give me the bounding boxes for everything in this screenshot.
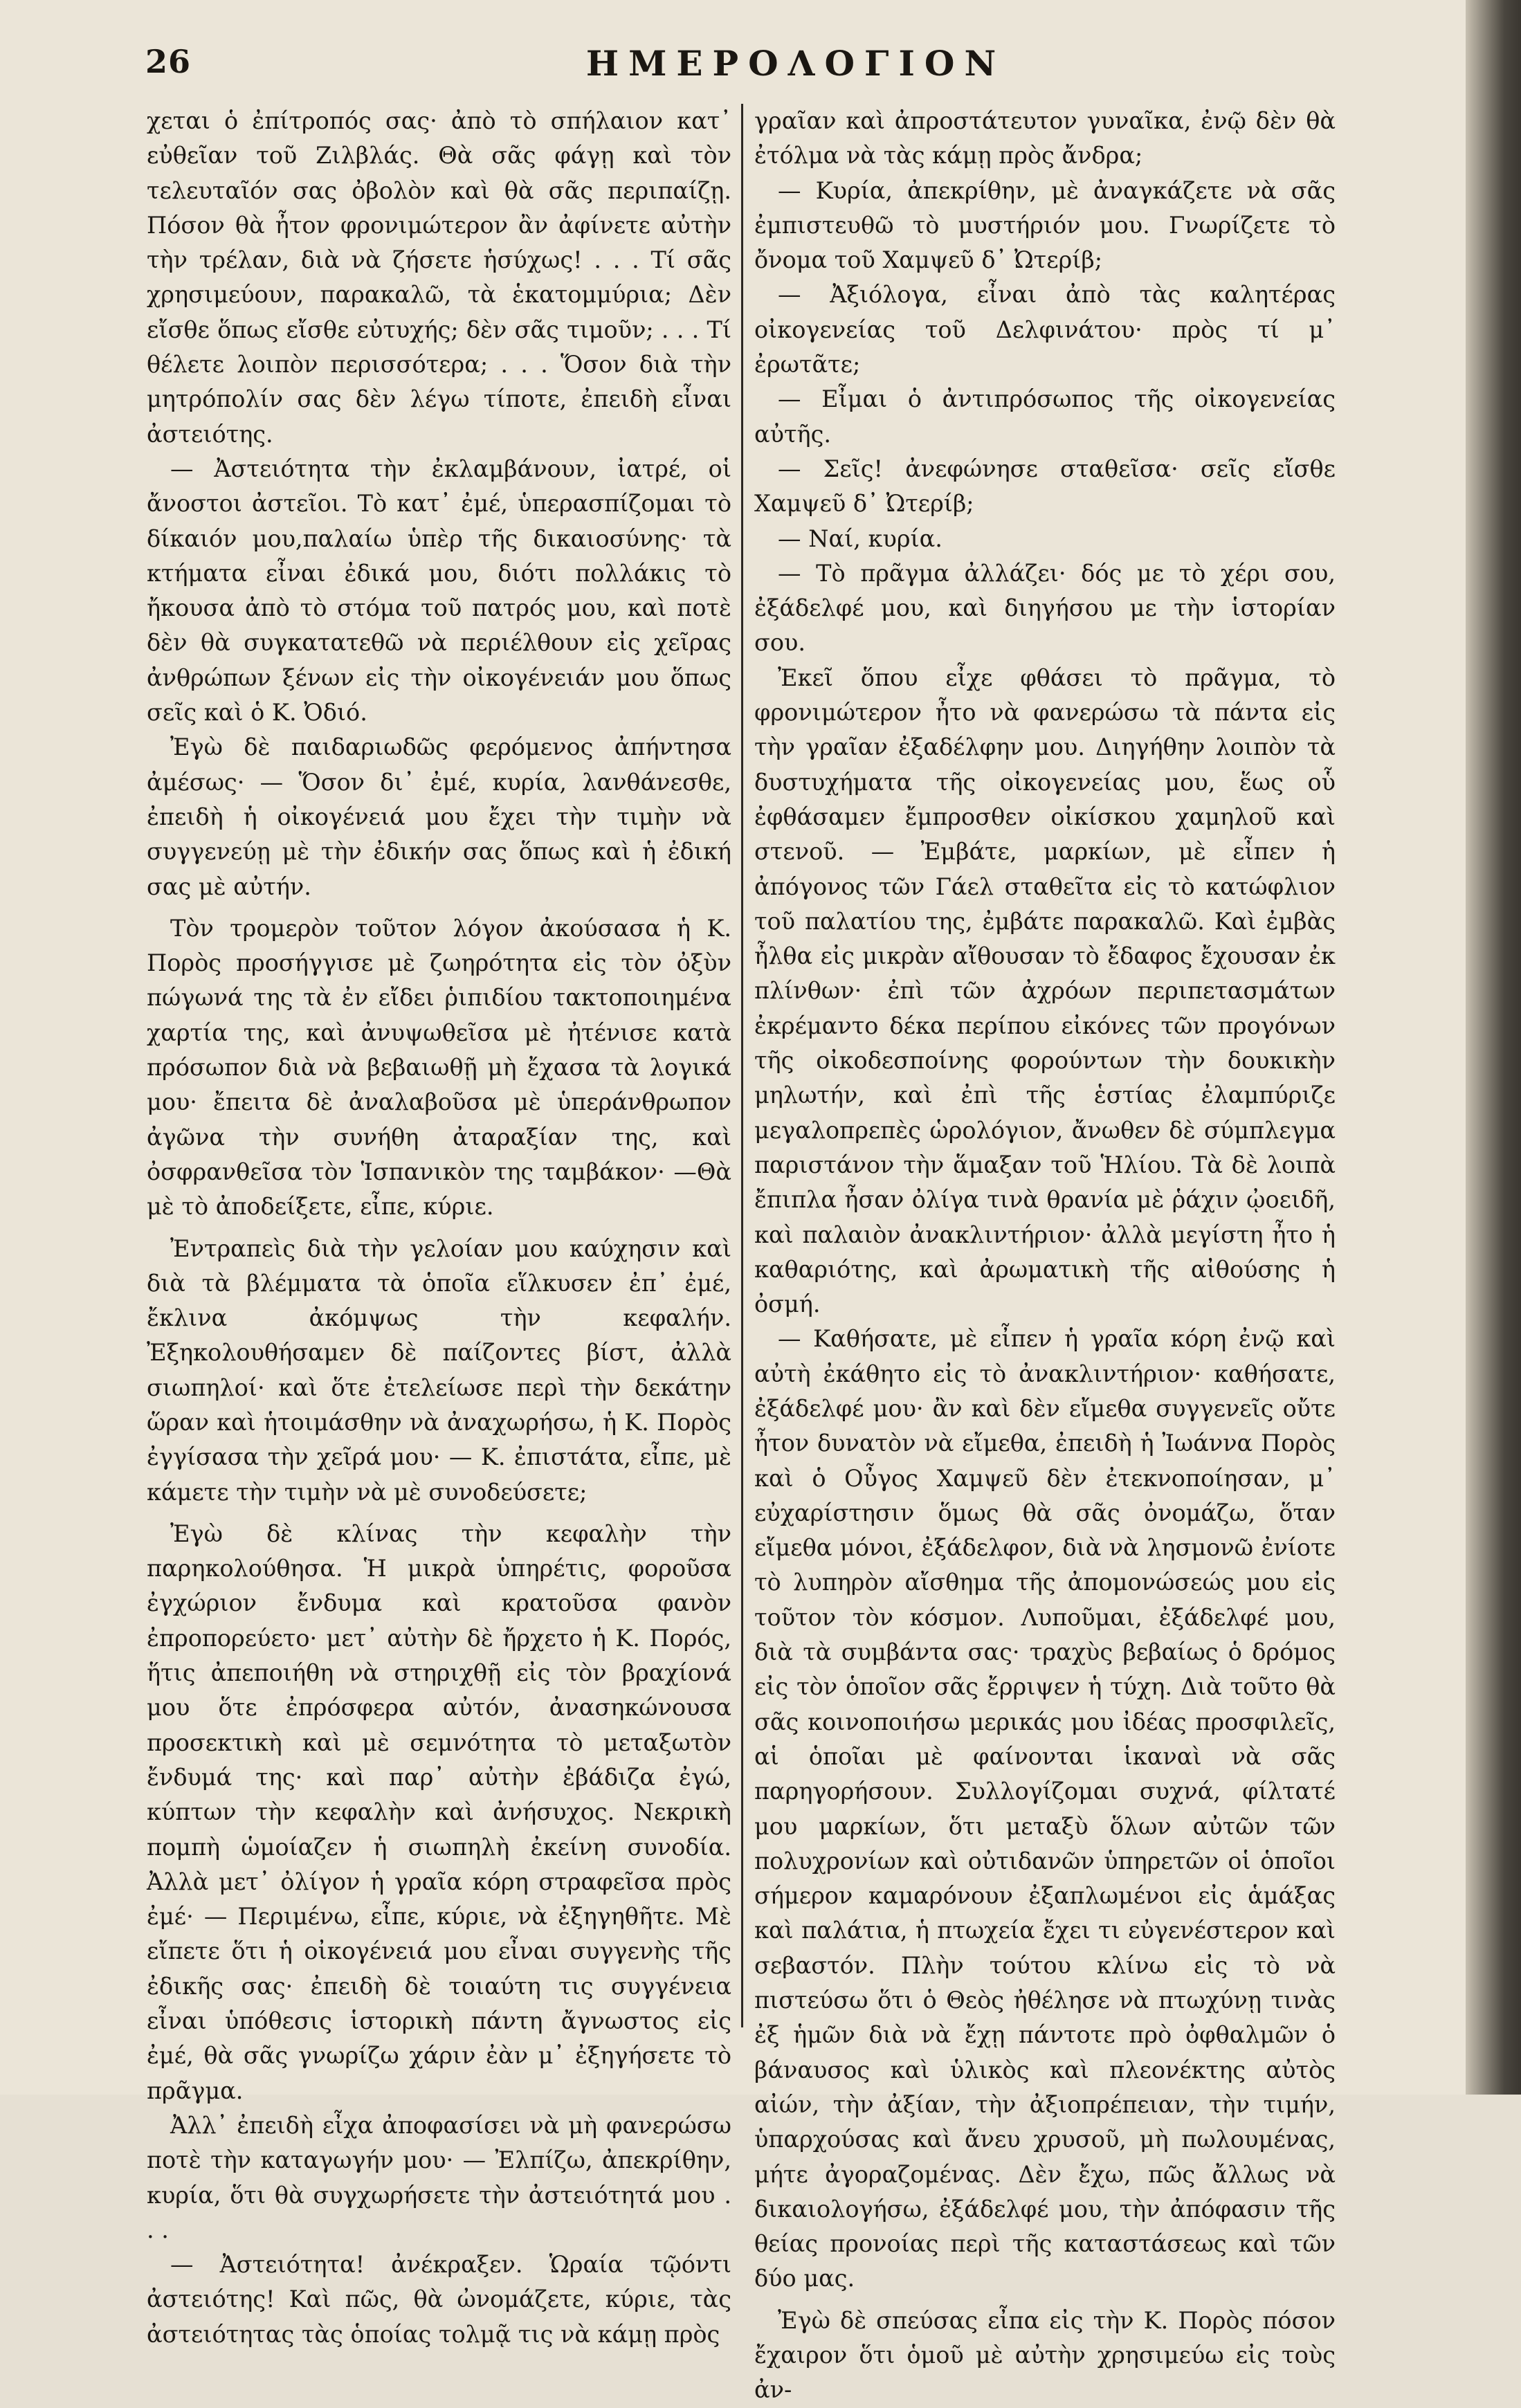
- column-divider: [741, 104, 743, 2027]
- left-column: [147, 104, 731, 2352]
- paragraph: Ἀλλ᾽ ἐπειδὴ εἶχα ἀποφασίσει νὰ μὴ φανερώσω ποτὲ τὴν καταγωγήν μου· — Ἐλπίζω, ἀπεκρίθην, κυρία, ὅτι θὰ συγχωρήσετε τὴν ἀστειότητά μου . . .: [147, 2111, 731, 2243]
- page-number: 26: [145, 43, 192, 80]
- book-spine-shadow: [1466, 0, 1521, 2095]
- paragraph: Τὸν τρομερὸν τοῦτον λόγον ἀκούσασα ἡ Κ. Πορὸς προσήγγισε μὲ ζωηρότητα εἰς τὸν ὀξὺν πώγωνά της τὰ ἐν εἴδει ῥιπιδίου τακτοποιημένα χαρτία της, καὶ ἀνυψωθεῖσα μὲ ἠτένισε κατὰ πρόσωπον διὰ νὰ βεβαιωθῇ μὴ ἔχασα τὰ λογικά μου· ἔπειτα δὲ ἀναλαβοῦσα μὲ ὑπεράνθρωπον ἀγῶνα τὴν συνήθη ἀταραξίαν της, καὶ ὀσφρανθεῖσα τὸν Ἱσπανικὸν της ταμβάκον· —Θὰ μὲ τὸ ἀποδείξετε, εἶπε, κύριε.: [147, 914, 731, 1221]
- page-header: [145, 43, 1446, 98]
- paragraph: — Ἀστειότητα τὴν ἐκλαμβάνουν, ἰατρέ, οἱ ἄνοστοι ἀστεῖοι. Τὸ κατ᾽ ἐμέ, ὑπερασπίζομαι τὸ δίκαιόν μου,παλαίω ὑπὲρ τῆς δικαιοσύνης· τὰ κτήματα εἶναι ἐδικά μου, διότι πολλάκις τὸ ἤκουσα ἀπὸ τὸ στόμα τοῦ πατρός μου, καὶ ποτὲ δὲν θὰ συγκατατεθῶ νὰ περιέλθουν εἰς χεῖρας ἀνθρώπων ξένων εἰς τὴν οἰκογένειάν μου ὅπως σεῖς καὶ ὁ Κ. Ὀδιό.: [147, 455, 731, 727]
- paragraph: — Ἀστειότητα! ἀνέκραξεν. Ὡραία τῷόντι ἀστειότης! Καὶ πῶς, θὰ ὠνομάζετε, κύριε, τὰς ἀστειότητας τὰς ὁποίας τολμᾷ τις νὰ κάμῃ πρὸς: [147, 2251, 731, 2348]
- paragraph: Ἐγὼ δὲ σπεύσας εἶπα εἰς τὴν Κ. Πορὸς πόσον ἔχαιρον ὅτι ὁμοῦ μὲ αὐτὴν χρησιμεύω εἰς τοὺς ἀν-: [754, 2306, 1336, 2404]
- paragraph: Ἐκεῖ ὅπου εἶχε φθάσει τὸ πρᾶγμα, τὸ φρονιμώτερον ἦτο νὰ φανερώσω τὰ πάντα εἰς τὴν γραῖαν ἐξαδέλφην μου. Διηγήθην λοιπὸν τὰ δυστυχήματα τῆς οἰκογενείας μου, ἕως οὗ ἐφθάσαμεν ἔμπροσθεν οἰκίσκου χαμηλοῦ καὶ στενοῦ. — Ἐμβάτε, μαρκίων, μὲ εἶπεν ἡ ἀπόγονος τῶν Γάελ σταθεῖτα εἰς τὸ κατώφλιον τοῦ παλατίου της, ἐμβάτε παρακαλῶ. Καὶ ἐμβὰς ἦλθα εἰς μικρὰν αἴθουσαν τὸ ἔδαφος ἔχουσαν ἐκ πλίνθων· ἐπὶ τῶν ἀχρόων περιπετασμάτων ἐκρέμαντο δέκα περίπου εἰκόνες τῶν προγόνων τῆς οἰκοδεσποίνης φορούντων τὴν δουκικὴν μηλωτήν, καὶ ἐπὶ τῆς ἑστίας ἐλαμπύριζε μεγαλοπρεπὲς ὡρολόγιον, ἄνωθεν δὲ σύμπλεγμα παριστάνον τὴν ἅμαξαν τοῦ Ἡλίου. Τὰ δὲ λοιπὰ ἔπιπλα ἦσαν ὀλίγα τινὰ θρανία μὲ ῥάχιν ᾠοειδῆ, καὶ παλαιὸν ἀνακλιντήριον· ἀλλὰ μεγίστη ἦτο ἡ καθαριότης, καὶ ἀρωματικὴ τῆς αἰθούσης ἡ ὀσμή.: [754, 664, 1336, 1318]
- paragraph: — Σεῖς! ἀνεφώνησε σταθεῖσα· σεῖς εἴσθε Χαμψεῦ δ᾽ Ὠτερίβ;: [754, 455, 1336, 518]
- paragraph: — Τὸ πρᾶγμα ἀλλάζει· δός με τὸ χέρι σου, ἐξάδελφέ μου, καὶ διηγήσου με τὴν ἱστορίαν σου.: [754, 559, 1336, 657]
- paragraph: Ἐντραπεὶς διὰ τὴν γελοίαν μου καύχησιν καὶ διὰ τὰ βλέμματα τὰ ὁποῖα εἵλκυσεν ἐπ᾽ ἐμέ, ἔκλινα ἀκόμψως τὴν κεφαλήν. Ἐξηκολουθήσαμεν δὲ παίζοντες βίστ, ἀλλὰ σιωπηλοί· καὶ ὅτε ἐτελείωσε περὶ τὴν δεκάτην ὥραν καὶ ἡτοιμάσθην νὰ ἀναχωρήσω, ἡ Κ. Πορὸς ἐγγίσασα τὴν χεῖρά μου· — Κ. ἐπιστάτα, εἶπε, μὲ κάμετε τὴν τιμὴν νὰ μὲ συνοδεύσετε;: [147, 1234, 731, 1506]
- paragraph: — Ἀξιόλογα, εἶναι ἀπὸ τὰς καλητέρας οἰκογενείας τοῦ Δελφινάτου· πρὸς τί μ᾽ ἐρωτᾶτε;: [754, 281, 1336, 378]
- paragraph: — Ναί, κυρία.: [778, 525, 942, 552]
- paragraph: Ἐγὼ δὲ παιδαριωδῶς φερόμενος ἀπήντησα ἀμέσως· — Ὅσον δι᾽ ἐμέ, κυρία, λανθάνεσθε, ἐπειδὴ ἡ οἰκογένειά μου ἔχει τὴν τιμὴν νὰ συγγενεύῃ μὲ τὴν ἐδικήν σας ὅπως καὶ ἡ ἐδική σας μὲ αὐτήν.: [147, 733, 731, 900]
- paragraph: Ἐγὼ δὲ κλίνας τὴν κεφαλὴν τὴν παρηκολούθησα. Ἡ μικρὰ ὑπηρέτις, φοροῦσα ἐγχώριον ἔνδυμα καὶ κρατοῦσα φανὸν ἐπροπορεύετο· μετ᾽ αὐτὴν δὲ ἤρχετο ἡ Κ. Πορός, ἥτις ἀπεποιήθη νὰ στηριχθῇ εἰς τὸν βραχίονά μου ὅτε ἐπρόσφερα αὐτόν, ἀνασηκώνουσα προσεκτικὴ καὶ μὲ σεμνότητα τὸ μεταξωτὸν ἔνδυμά της· καὶ παρ᾽ αὐτὴν ἐβάδιζα ἐγώ, κύπτων τὴν κεφαλὴν καὶ ἀνήσυχος. Νεκρικὴ πομπὴ ὡμοίαζεν ἡ σιωπηλὴ ἐκείνη συνοδία. Ἀλλὰ μετ᾽ ὀλίγον ἡ γραῖα κόρη στραφεῖσα πρὸς ἐμέ· — Περιμένω, εἶπε, κύριε, νὰ ἐξηγηθῆτε. Μὲ εἴπετε ὅτι ἡ οἰκογένειά μου εἶναι συγγενὴς τῆς ἐδικῆς σας· ἐπειδὴ δὲ τοιαύτη τις συγγένεια εἶναι ὑπόθεσις ἱστορικὴ πάντη ἄγνωστος εἰς ἐμέ, θὰ σᾶς γνωρίζω χάριν ἐὰν μ᾽ ἐξηγήσετε τὸ πρᾶγμα.: [147, 1520, 731, 2104]
- right-column: [754, 104, 1336, 2408]
- paragraph: γραῖαν καὶ ἀπροστάτευτον γυναῖκα, ἐνῷ δὲν θὰ ἐτόλμα νὰ τὰς κάμῃ πρὸς ἄνδρα;: [754, 107, 1336, 170]
- paragraph: χεται ὁ ἐπίτροπός σας· ἀπὸ τὸ σπήλαιον κατ᾽ εὐθεῖαν τοῦ Ζιλβλάς. Θὰ σᾶς φάγῃ καὶ τὸν τελευταῖόν σας ὀβολὸν καὶ θὰ σᾶς περιπαίζῃ. Πόσον θὰ ἦτον φρονιμώτερον ἂν ἀφίνετε αὐτὴν τὴν τρέλαν, διὰ νὰ ζήσετε ἡσύχως! . . . Τί σᾶς χρησιμεύουν, παρακαλῶ, τὰ ἑκατομμύρια; Δὲν εἴσθε ὅπως εἴσθε εὐτυχής; δὲν σᾶς τιμοῦν; . . . Τί θέλετε λοιπὸν περισσότερα; . . . Ὅσον διὰ τὴν μητρόπολίν σας δὲν λέγω τίποτε, ἐπειδὴ εἶναι ἀστειότης.: [147, 107, 731, 448]
- running-title: ΗΜΕΡΟΛΟΓΙΟΝ: [585, 43, 1006, 84]
- paragraph: — Εἶμαι ὁ ἀντιπρόσωπος τῆς οἰκογενείας αὐτῆς.: [754, 385, 1336, 448]
- paragraph: — Καθήσατε, μὲ εἶπεν ἡ γραῖα κόρη ἐνῷ καὶ αὐτὴ ἐκάθητο εἰς τὸ ἀνακλιντήριον· καθήσατε, ἐξάδελφέ μου· ἂν καὶ δὲν εἴμεθα συγγενεῖς οὔτε ἦτον δυνατὸν νὰ εἴμεθα, ἐπειδὴ ἡ Ἰωάννα Πορὸς καὶ ὁ Οὖγος Χαμψεῦ δὲν ἐτεκνοποίησαν, μ᾽ εὐχαρίστησιν ὅμως θὰ σᾶς ὀνομάζω, ὅταν εἴμεθα μόνοι, ἐξάδελφον, διὰ νὰ λησμονῶ ἐνίοτε τὸ λυπηρὸν αἴσθημα τῆς ἀπομονώσεώς μου εἰς τοῦτον τὸν κόσμον. Λυποῦμαι, ἐξάδελφέ μου, διὰ τὰ συμβάντα σας· τραχὺς βεβαίως ὁ δρόμος εἰς τὸν ὁποῖον σᾶς ἔρριψεν ἡ τύχη. Διὰ τοῦτο θὰ σᾶς κοινοποιήσω μερικάς μου ἰδέας προσφιλεῖς, αἱ ὁποῖαι μὲ φαίνονται ἱκαναὶ νὰ σᾶς παρηγορήσουν. Συλλογίζομαι συχνά, φίλτατέ μου μαρκίων, ὅτι μεταξὺ ὅλων αὐτῶν τῶν πολυχρονίων καὶ οὐτιδανῶν ὑπηρετῶν οἱ ὁποῖοι σήμερον καμαρόνουν ἐξαπλωμένοι εἰς ἁμάξας καὶ παλάτια, ἡ πτωχεία ἔχει τι εὐγενέστερον καὶ σεβαστόν. Πλὴν τούτου κλίνω εἰς τὸ νὰ πιστεύσω ὅτι ὁ Θεὸς ἠθέλησε νὰ πτωχύνῃ τινὰς ἐξ ἡμῶν διὰ νὰ ἔχῃ πάντοτε πρὸ ὀφθαλμῶν ὁ βάναυσος καὶ ὑλικὸς καὶ πλεονέκτης αὐτὸς αἰών, τὴν ἀξίαν, τὴν ἀξιοπρέπειαν, τὴν τιμήν, ὑπαρχούσας καὶ ἄνευ χρυσοῦ, μὴ πωλουμένας, μήτε ἀγοραζομένας. Δὲν ἔχω, πῶς ἄλλως νὰ δικαιολογήσω, ἐξάδελφέ μου, τὴν ἀπόφασιν τῆς θείας προνοίας περὶ τῆς καταστάσεως καὶ τῶν δύο μας.: [754, 1325, 1336, 2292]
- paragraph: — Κυρία, ἀπεκρίθην, μὲ ἀναγκάζετε νὰ σᾶς ἐμπιστευθῶ τὸ μυστήριόν μου. Γνωρίζετε τὸ ὄνομα τοῦ Χαμψεῦ δ᾽ Ὠτερίβ;: [754, 176, 1336, 274]
